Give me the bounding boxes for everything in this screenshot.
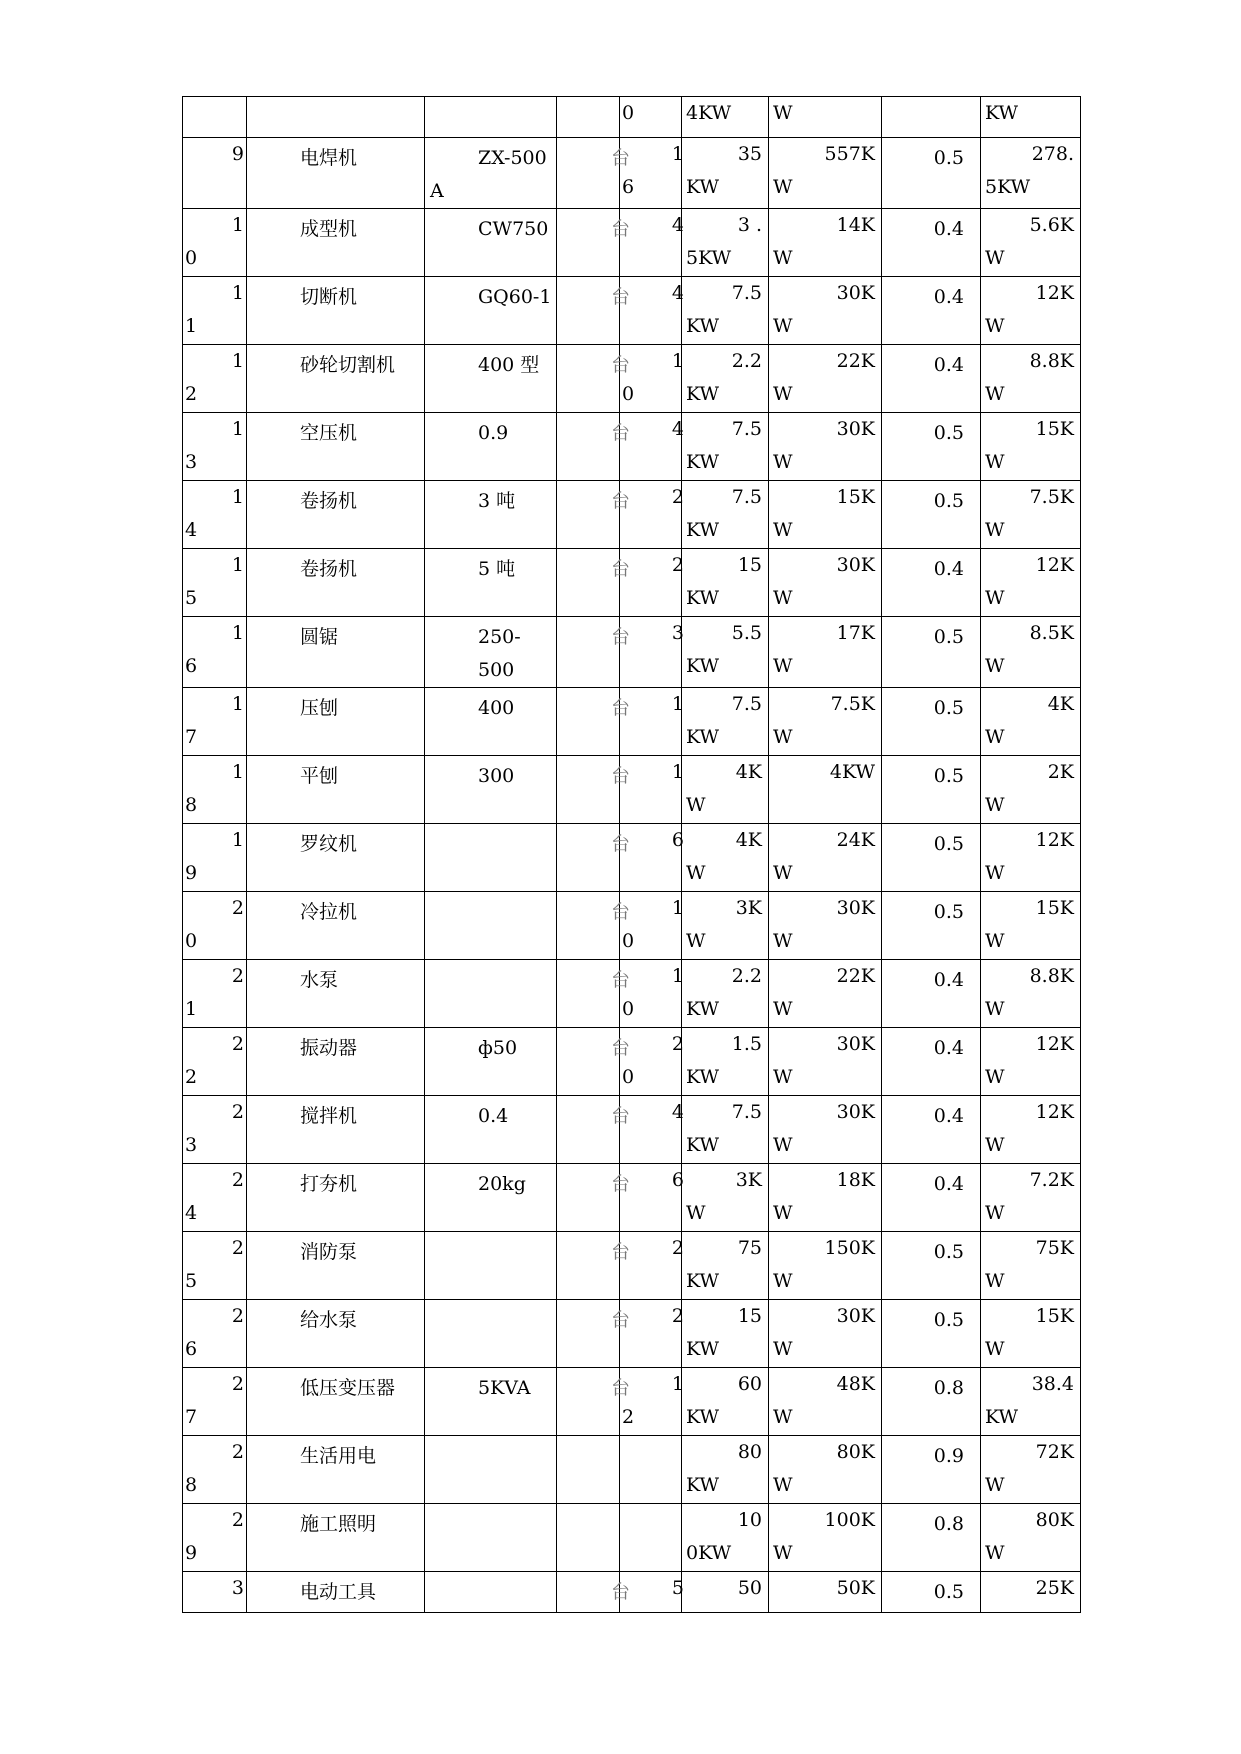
cell-total-power: 50K [769,1572,882,1613]
table-row [183,1436,1081,1504]
cell-no: 2 7 [183,1368,247,1436]
cell-no: 2 9 [183,1504,247,1572]
cell-coefficient: 0.5 [882,413,981,481]
cell-name: 电焊机 [247,138,425,209]
cell-qty: 5 [620,1572,682,1613]
cell-name: 给水泵 [247,1300,425,1368]
cell-name: 压刨 [247,688,425,756]
cell-coefficient: 0.4 [882,209,981,277]
cell-rated-power: 35 KW [682,138,769,209]
cell-rated-power: 2.2 KW [682,960,769,1028]
cell-total-power: W [769,97,882,138]
cell-qty: 0 [620,97,682,138]
cell-coefficient: 0.5 [882,892,981,960]
table-row [183,1300,1081,1368]
cell-name: 平刨 [247,756,425,824]
cell-rated-power: 3K W [682,1164,769,1232]
cell-total-power: 18K W [769,1164,882,1232]
cell-total-power: 100K W [769,1504,882,1572]
cell-total-power: 30K W [769,1096,882,1164]
cell-name: 生活用电 [247,1436,425,1504]
table-row [183,1164,1081,1232]
cell-model: 0.9 [425,413,557,481]
cell-unit: 台 [557,549,620,617]
cell-coefficient: 0.5 [882,1232,981,1300]
cell-demand-power: 8.5K W [981,617,1081,688]
table-row [183,138,1081,209]
cell-qty: 1 2 [620,1368,682,1436]
cell-no: 2 2 [183,1028,247,1096]
table-row-continued [183,97,1081,138]
cell-name: 振动器 [247,1028,425,1096]
cell-rated-power: 3 . 5KW [682,209,769,277]
cell-rated-power: 7.5 KW [682,481,769,549]
table-row [183,756,1081,824]
cell-rated-power: 4K W [682,824,769,892]
cell-coefficient: 0.9 [882,1436,981,1504]
cell-demand-power: 4K W [981,688,1081,756]
cell-unit: 台 [557,413,620,481]
cell-model: GQ60-1 [425,277,557,345]
cell-qty: 4 [620,1096,682,1164]
table-row [183,1504,1081,1572]
cell-rated-power: 15 KW [682,1300,769,1368]
cell-rated-power: 5.5 KW [682,617,769,688]
cell-coefficient: 0.4 [882,549,981,617]
cell-model [425,1504,557,1572]
cell-demand-power: 15K W [981,892,1081,960]
cell-demand-power: 5.6K W [981,209,1081,277]
cell-demand-power: KW [981,97,1081,138]
cell-no: 1 1 [183,277,247,345]
cell-total-power: 22K W [769,345,882,413]
cell-model: 5KVA [425,1368,557,1436]
cell-no: 2 1 [183,960,247,1028]
cell-coefficient: 0.4 [882,345,981,413]
cell-coefficient: 0.8 [882,1368,981,1436]
cell-model: 3 吨 [425,481,557,549]
cell-demand-power: 72K W [981,1436,1081,1504]
table-row [183,1096,1081,1164]
table-row [183,413,1081,481]
cell-coefficient: 0.5 [882,1572,981,1613]
cell-qty: 6 [620,824,682,892]
cell-total-power: 30K W [769,549,882,617]
cell-model: 0.4 [425,1096,557,1164]
cell-unit: 台 [557,209,620,277]
cell-no: 1 3 [183,413,247,481]
cell-name: 电动工具 [247,1572,425,1613]
table-row [183,481,1081,549]
cell-model [425,97,557,138]
cell-unit: 台 [557,1164,620,1232]
cell-unit: 台 [557,1368,620,1436]
cell-name: 水泵 [247,960,425,1028]
cell-name: 消防泵 [247,1232,425,1300]
cell-name: 切断机 [247,277,425,345]
cell-name: 成型机 [247,209,425,277]
table-row [183,892,1081,960]
cell-qty: 4 [620,209,682,277]
cell-unit [557,1436,620,1504]
cell-qty: 4 [620,413,682,481]
cell-coefficient: 0.5 [882,1300,981,1368]
cell-coefficient: 0.4 [882,960,981,1028]
cell-qty: 1 0 [620,892,682,960]
cell-demand-power: 8.8K W [981,345,1081,413]
cell-rated-power: 4K W [682,756,769,824]
table-row [183,960,1081,1028]
cell-unit: 台 [557,617,620,688]
cell-total-power: 30K W [769,892,882,960]
equipment-load-table [182,96,1081,1613]
cell-model [425,960,557,1028]
cell-name: 冷拉机 [247,892,425,960]
cell-no: 2 5 [183,1232,247,1300]
cell-demand-power: 15K W [981,1300,1081,1368]
cell-qty [620,1504,682,1572]
cell-unit: 台 [557,1300,620,1368]
cell-unit: 台 [557,1028,620,1096]
cell-model [425,1232,557,1300]
cell-demand-power: 8.8K W [981,960,1081,1028]
table-row [183,345,1081,413]
cell-name: 卷扬机 [247,481,425,549]
table-row [183,617,1081,688]
cell-demand-power: 12K W [981,824,1081,892]
cell-total-power: 22K W [769,960,882,1028]
cell-no: 2 6 [183,1300,247,1368]
cell-no [183,97,247,138]
cell-no: 1 9 [183,824,247,892]
cell-unit: 台 [557,960,620,1028]
cell-name: 砂轮切割机 [247,345,425,413]
cell-unit: 台 [557,1232,620,1300]
cell-total-power: 557K W [769,138,882,209]
cell-name: 卷扬机 [247,549,425,617]
cell-rated-power: 7.5 KW [682,688,769,756]
cell-qty: 3 [620,617,682,688]
cell-model [425,1300,557,1368]
table-row [183,549,1081,617]
cell-unit [557,1504,620,1572]
cell-qty: 2 [620,549,682,617]
cell-unit: 台 [557,756,620,824]
cell-total-power: 4KW [769,756,882,824]
cell-rated-power: 75 KW [682,1232,769,1300]
cell-model [425,1436,557,1504]
cell-total-power: 80K W [769,1436,882,1504]
cell-unit [557,97,620,138]
cell-total-power: 15K W [769,481,882,549]
cell-coefficient: 0.4 [882,1096,981,1164]
cell-rated-power: 60 KW [682,1368,769,1436]
cell-demand-power: 15K W [981,413,1081,481]
cell-model: 20kg [425,1164,557,1232]
cell-model: 400 [425,688,557,756]
cell-rated-power: 7.5 KW [682,1096,769,1164]
cell-name: 打夯机 [247,1164,425,1232]
cell-rated-power: 10 0KW [682,1504,769,1572]
cell-coefficient [882,97,981,138]
cell-total-power: 30K W [769,1028,882,1096]
cell-no: 1 4 [183,481,247,549]
cell-qty: 1 [620,688,682,756]
cell-demand-power: 12K W [981,1028,1081,1096]
cell-demand-power: 12K W [981,277,1081,345]
cell-rated-power: 7.5 KW [682,277,769,345]
cell-model [425,892,557,960]
cell-no: 2 8 [183,1436,247,1504]
cell-unit: 台 [557,1572,620,1613]
cell-model: 250-500 [425,617,557,688]
cell-no: 2 0 [183,892,247,960]
cell-rated-power: 15 KW [682,549,769,617]
cell-total-power: 30K W [769,1300,882,1368]
cell-coefficient: 0.8 [882,1504,981,1572]
cell-no: 1 2 [183,345,247,413]
cell-demand-power: 12K W [981,1096,1081,1164]
cell-demand-power: 75K W [981,1232,1081,1300]
cell-demand-power: 25K [981,1572,1081,1613]
cell-demand-power: 38.4 KW [981,1368,1081,1436]
table-row [183,1232,1081,1300]
cell-no: 1 0 [183,209,247,277]
cell-model [425,1572,557,1613]
cell-model [425,824,557,892]
cell-total-power: 150K W [769,1232,882,1300]
cell-rated-power: 4KW [682,97,769,138]
cell-name [247,97,425,138]
cell-demand-power: 12K W [981,549,1081,617]
cell-rated-power: 7.5 KW [682,413,769,481]
cell-coefficient: 0.4 [882,1164,981,1232]
cell-name: 低压变压器 [247,1368,425,1436]
cell-total-power: 24K W [769,824,882,892]
cell-model: CW750 [425,209,557,277]
cell-demand-power: 2K W [981,756,1081,824]
cell-no: 1 5 [183,549,247,617]
cell-name: 圆锯 [247,617,425,688]
cell-demand-power: 7.2K W [981,1164,1081,1232]
cell-coefficient: 0.5 [882,617,981,688]
cell-coefficient: 0.5 [882,138,981,209]
cell-qty: 2 [620,1232,682,1300]
cell-no: 2 4 [183,1164,247,1232]
cell-demand-power: 278. 5KW [981,138,1081,209]
cell-total-power: 30K W [769,413,882,481]
cell-unit: 台 [557,1096,620,1164]
cell-no: 3 [183,1572,247,1613]
cell-no: 1 8 [183,756,247,824]
cell-qty: 1 0 [620,345,682,413]
cell-qty: 4 [620,277,682,345]
cell-rated-power: 1.5 KW [682,1028,769,1096]
cell-model: 300 [425,756,557,824]
cell-model: 400 型 [425,345,557,413]
cell-rated-power: 80 KW [682,1436,769,1504]
cell-coefficient: 0.4 [882,277,981,345]
cell-name: 空压机 [247,413,425,481]
cell-rated-power: 50 [682,1572,769,1613]
cell-rated-power: 2.2 KW [682,345,769,413]
cell-total-power: 7.5K W [769,688,882,756]
table-row [183,209,1081,277]
cell-rated-power: 3K W [682,892,769,960]
cell-model: ф50 [425,1028,557,1096]
cell-total-power: 17K W [769,617,882,688]
cell-qty: 1 [620,756,682,824]
cell-name: 罗纹机 [247,824,425,892]
cell-no: 1 7 [183,688,247,756]
cell-unit: 台 [557,688,620,756]
cell-qty: 2 [620,481,682,549]
cell-unit: 台 [557,824,620,892]
cell-unit: 台 [557,277,620,345]
cell-coefficient: 0.5 [882,688,981,756]
cell-model: ZX-500 A [425,138,557,209]
cell-qty: 1 0 [620,960,682,1028]
cell-unit: 台 [557,892,620,960]
cell-coefficient: 0.5 [882,756,981,824]
cell-no: 9 [183,138,247,209]
table-row [183,1028,1081,1096]
cell-demand-power: 7.5K W [981,481,1081,549]
cell-name: 施工照明 [247,1504,425,1572]
cell-qty: 6 [620,1164,682,1232]
table-row [183,688,1081,756]
table-row [183,1368,1081,1436]
cell-qty: 1 6 [620,138,682,209]
cell-qty [620,1436,682,1504]
cell-no: 1 6 [183,617,247,688]
cell-no: 2 3 [183,1096,247,1164]
table-row [183,824,1081,892]
cell-demand-power: 80K W [981,1504,1081,1572]
cell-model: 5 吨 [425,549,557,617]
table-row [183,277,1081,345]
cell-coefficient: 0.5 [882,824,981,892]
cell-unit: 台 [557,345,620,413]
cell-unit: 台 [557,138,620,209]
cell-coefficient: 0.4 [882,1028,981,1096]
cell-total-power: 48K W [769,1368,882,1436]
cell-coefficient: 0.5 [882,481,981,549]
cell-qty: 2 [620,1300,682,1368]
cell-name: 搅拌机 [247,1096,425,1164]
cell-total-power: 14K W [769,209,882,277]
cell-total-power: 30K W [769,277,882,345]
cell-qty: 2 0 [620,1028,682,1096]
table-row [183,1572,1081,1613]
cell-unit: 台 [557,481,620,549]
